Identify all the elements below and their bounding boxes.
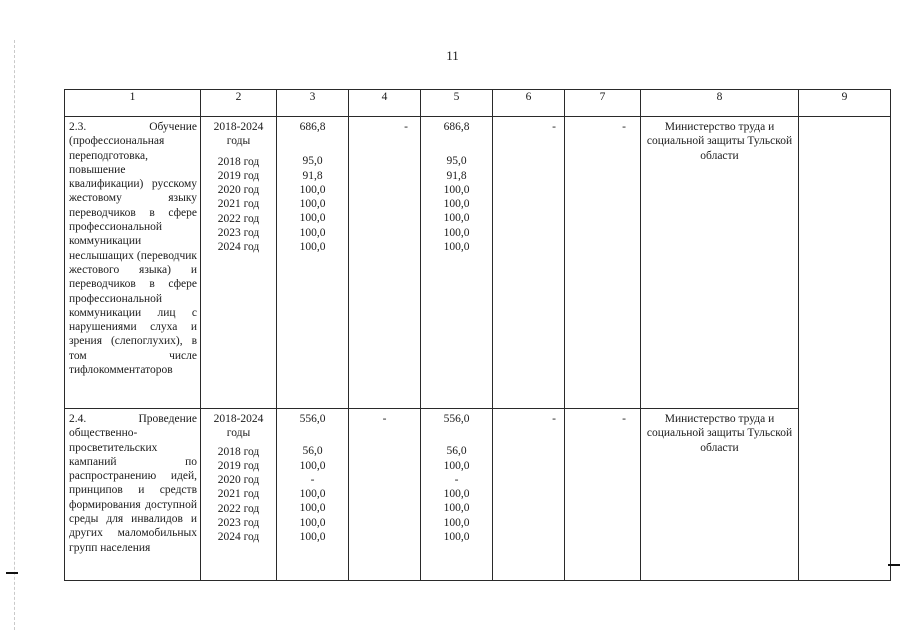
column4-value: - <box>349 409 421 581</box>
total-funding: 686,8 <box>299 121 326 133</box>
yearly-value: 100,0 <box>299 226 326 239</box>
yearly-value: 100,0 <box>299 502 326 515</box>
year-item: 2021 год <box>217 198 260 211</box>
year-item: 2018 год <box>217 445 260 458</box>
regional-funding-cell <box>421 409 493 581</box>
regional-yearly-list <box>424 154 489 254</box>
regional-funding-cell <box>421 117 493 409</box>
yearly-value: 100,0 <box>299 183 326 196</box>
yearly-value: - <box>454 473 459 486</box>
responsible-agency: Министерство труда и социальной защиты Тульской области <box>641 117 799 409</box>
header-cell: 9 <box>799 90 891 117</box>
yearly-value: 56,0 <box>302 445 323 458</box>
year-list <box>204 445 273 545</box>
table-header-row <box>65 90 891 117</box>
yearly-value: 100,0 <box>443 241 470 254</box>
column6-value: - <box>493 117 565 409</box>
scan-left-edge <box>14 40 16 630</box>
yearly-value: 100,0 <box>299 488 326 501</box>
year-item: 2018 год <box>217 155 260 168</box>
year-list <box>204 155 273 255</box>
year-item: 2024 год <box>217 241 260 254</box>
yearly-value: 100,0 <box>299 459 326 472</box>
yearly-value: 56,0 <box>446 445 467 458</box>
total-funding-cell <box>277 409 349 581</box>
yearly-funding-list <box>280 154 345 254</box>
yearly-value: 100,0 <box>443 183 470 196</box>
column9-cell <box>799 117 891 409</box>
table-row <box>65 409 891 581</box>
budget-table <box>64 89 891 581</box>
column9-cell <box>799 409 891 581</box>
yearly-value: 100,0 <box>443 516 470 529</box>
responsible-agency: Министерство труда и социальной защиты Тульской области <box>641 409 799 581</box>
yearly-value: 91,8 <box>446 169 467 182</box>
yearly-value: 100,0 <box>299 516 326 529</box>
header-cell: 7 <box>565 90 641 117</box>
period-cell <box>201 409 277 581</box>
yearly-funding-list <box>280 444 345 544</box>
page-number: 11 <box>446 48 459 63</box>
period-cell <box>201 117 277 409</box>
total-funding: 556,0 <box>299 413 326 425</box>
yearly-value: 100,0 <box>299 531 326 544</box>
scan-mark-right <box>888 564 900 566</box>
total-funding-cell <box>277 117 349 409</box>
yearly-value: 100,0 <box>443 531 470 544</box>
year-item: 2023 год <box>217 517 260 530</box>
yearly-value: 100,0 <box>443 198 470 211</box>
period-label: 2018-2024 годы <box>213 413 264 440</box>
regional-yearly-list <box>424 444 489 544</box>
year-item: 2024 год <box>217 531 260 544</box>
scan-mark-left <box>6 572 18 574</box>
column6-value: - <box>493 409 565 581</box>
yearly-value: 91,8 <box>302 169 323 182</box>
header-cell: 6 <box>493 90 565 117</box>
yearly-value: 100,0 <box>299 198 326 211</box>
header-cell: 2 <box>201 90 277 117</box>
column7-value: - <box>565 117 641 409</box>
yearly-value: 100,0 <box>443 459 470 472</box>
yearly-value: 100,0 <box>443 226 470 239</box>
yearly-value: 100,0 <box>443 502 470 515</box>
table-row <box>65 117 891 409</box>
yearly-value: - <box>310 473 315 486</box>
year-item: 2019 год <box>217 169 260 182</box>
yearly-value: 100,0 <box>443 212 470 225</box>
header-cell: 8 <box>641 90 799 117</box>
period-label: 2018-2024 годы <box>213 121 264 148</box>
header-cell: 4 <box>349 90 421 117</box>
yearly-value: 100,0 <box>299 212 326 225</box>
column7-value: - <box>565 409 641 581</box>
header-cell: 5 <box>421 90 493 117</box>
year-item: 2022 год <box>217 212 260 225</box>
yearly-value: 100,0 <box>443 488 470 501</box>
activity-description: 2.4. Проведение общественно-просветительских кампаний по распространению идей, принципов и средств формирования доступной среды для инвалидов и других маломобильных групп населения <box>65 409 201 581</box>
column4-value: - <box>349 117 421 409</box>
year-item: 2019 год <box>217 459 260 472</box>
yearly-value: 95,0 <box>302 155 323 168</box>
regional-total: 686,8 <box>443 121 470 133</box>
activity-description: 2.3. Обучение (профессиональная переподготовка, повышение квалификации) русскому жестовому языку переводчиков в сфере профессиональной коммуникации неслышащих (переводчик жестового языка) и переводчиков в сфере профессиональной коммуникации лиц с нарушениями слуха и зрения (слепоглухих), в том числе тифлокомментаторов <box>65 117 201 409</box>
year-item: 2022 год <box>217 502 260 515</box>
yearly-value: 95,0 <box>446 155 467 168</box>
year-item: 2020 год <box>217 184 260 197</box>
yearly-value: 100,0 <box>299 241 326 254</box>
header-cell: 3 <box>277 90 349 117</box>
year-item: 2021 год <box>217 488 260 501</box>
year-item: 2020 год <box>217 474 260 487</box>
regional-total: 556,0 <box>443 413 470 425</box>
year-item: 2023 год <box>217 227 260 240</box>
header-cell: 1 <box>65 90 201 117</box>
